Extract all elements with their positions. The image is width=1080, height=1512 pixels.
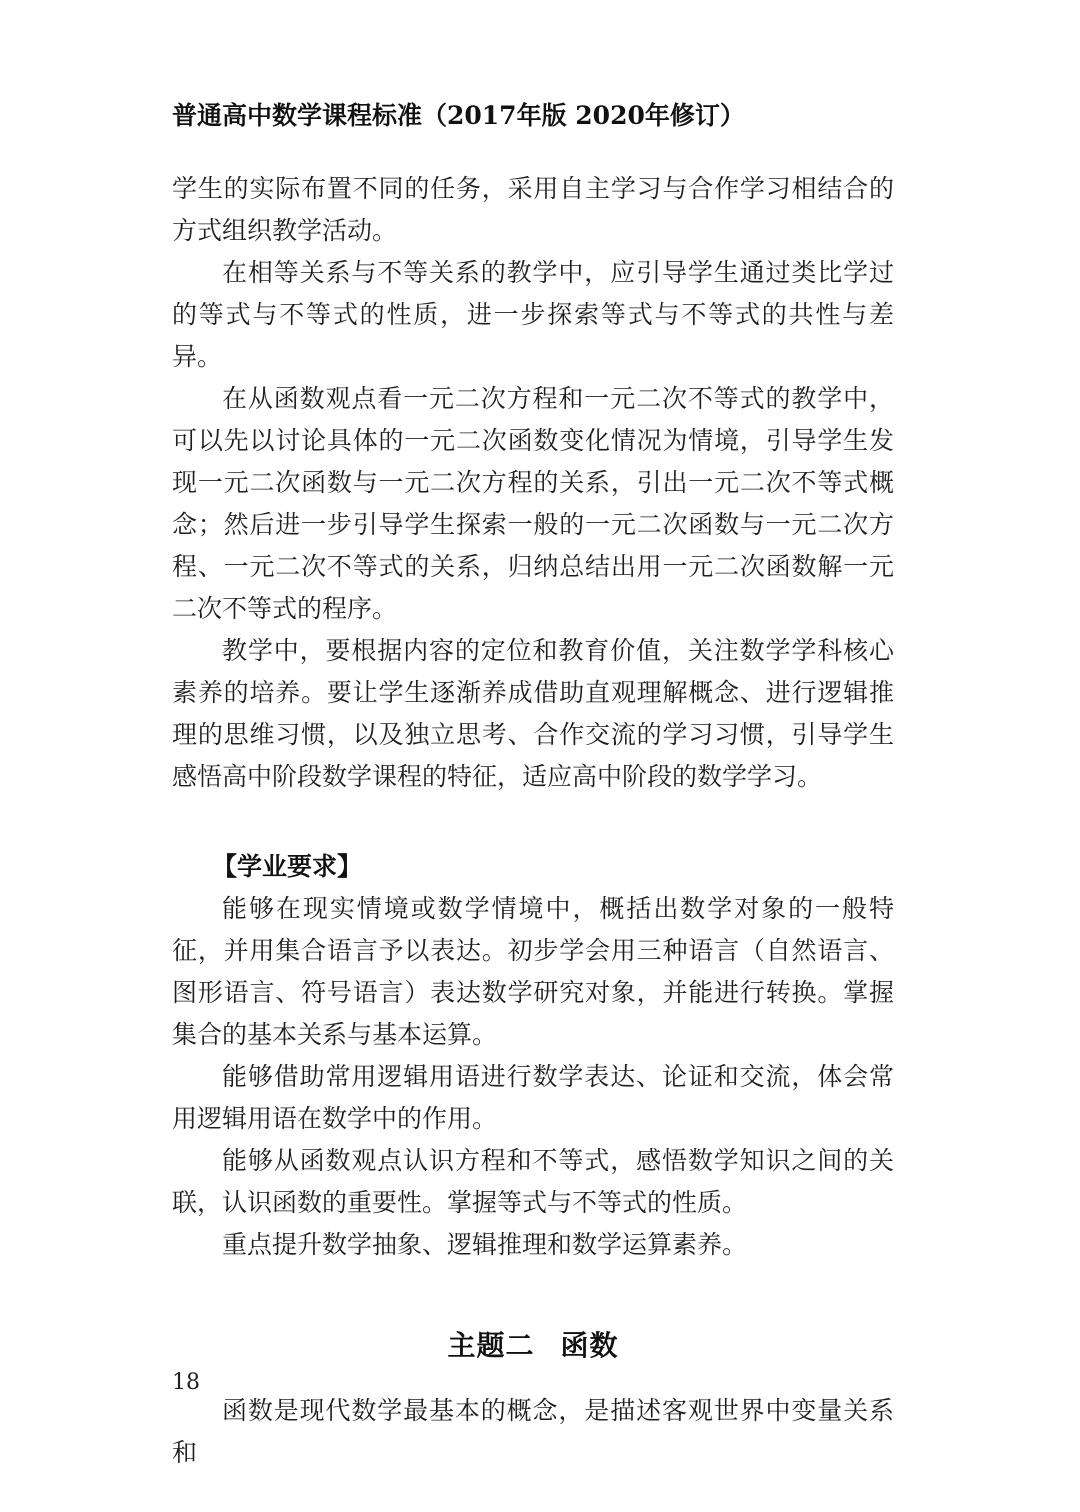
page-number: 18 bbox=[172, 1370, 200, 1395]
paragraph: 在相等关系与不等关系的教学中，应引导学生通过类比学过的等式与不等式的性质，进一步探索等式与不等式的共性与差异。 bbox=[172, 258, 894, 371]
paragraph: 重点提升数学抽象、逻辑推理和数学运算素养。 bbox=[222, 1230, 748, 1259]
topic-name: 函数 bbox=[560, 1329, 619, 1362]
paragraph-continuation: 学生的实际布置不同的任务，采用自主学习与合作学习相结合的方式组织教学活动。 bbox=[172, 174, 894, 245]
paragraph: 在从函数观点看一元二次方程和一元二次不等式的教学中，可以先以讨论具体的一元二次函数变化情况为情境，引导学生发现一元二次函数与一元二次方程的关系，引出一元二次不等式概念；然后进一步引导学生探索一般的一元二次函数与一元二次方程、一元二次不等式的关系，归纳总结出用一元二次函数解一元二次不等式的程序。 bbox=[172, 384, 894, 623]
body-text bbox=[172, 168, 894, 1474]
running-header: 普通高中数学课程标准（2017年版 2020年修订） bbox=[172, 101, 745, 130]
paragraph: 教学中，要根据内容的定位和教育价值，关注数学学科核心素养的培养。要让学生逐渐养成借助直观理解概念、进行逻辑推理的思维习惯，以及独立思考、合作交流的学习习惯，引导学生感悟高中阶段数学课程的特征，适应高中阶段的数学学习。 bbox=[172, 636, 894, 791]
paragraph: 能够借助常用逻辑用语进行数学表达、论证和交流，体会常用逻辑用语在数学中的作用。 bbox=[172, 1062, 894, 1133]
topic-number: 主题二 bbox=[447, 1329, 535, 1362]
paragraph: 能够从函数观点认识方程和不等式，感悟数学知识之间的关联，认识函数的重要性。掌握等式与不等式的性质。 bbox=[172, 1146, 894, 1217]
topic-title bbox=[172, 1324, 894, 1368]
paragraph-topic-intro: 函数是现代数学最基本的概念，是描述客观世界中变量关系和 bbox=[172, 1396, 894, 1467]
paragraph: 能够在现实情境或数学情境中，概括出数学对象的一般特征，并用集合语言予以表达。初步学会用三种语言（自然语言、图形语言、符号语言）表达数学研究对象，并能进行转换。掌握集合的基本关系与基本运算。 bbox=[172, 894, 894, 1049]
section-heading-academic-requirements: 【学业要求】 bbox=[212, 852, 363, 881]
